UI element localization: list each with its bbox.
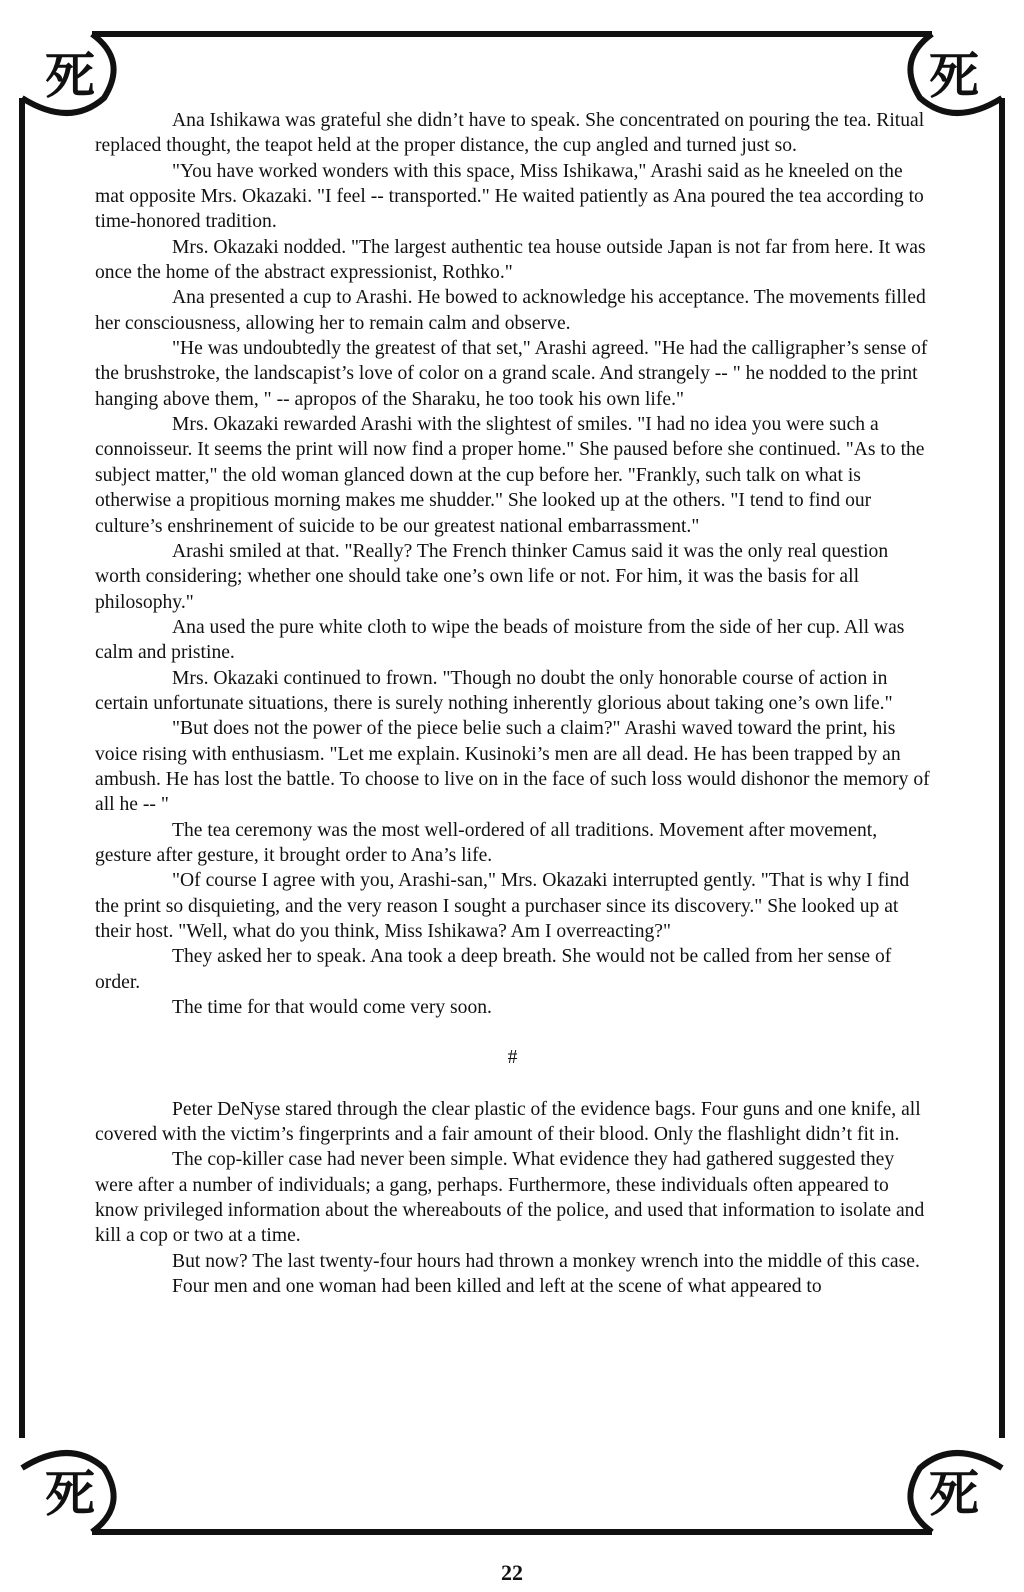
corner-glyph-bottom-right: 死	[929, 1464, 979, 1523]
paragraph: The time for that would come very soon.	[172, 997, 492, 1019]
paragraph: Four men and one woman had been killed and left at the scene of what appeared to	[172, 1276, 822, 1298]
corner-glyph-bottom-left: 死	[45, 1464, 95, 1523]
corner-glyph-top-left: 死	[45, 46, 95, 105]
body-text	[95, 108, 930, 1299]
paragraph: "He was undoubtedly the greatest of that set," Arashi agreed. "He had the calligrapher’s sense of the brushstroke, the landscapist’s love of color on a grand scale. And strangely -- " he nodded to the print hanging above them, " -- apropos of the Sharaku, he too took his own life."	[95, 338, 928, 410]
paragraph: Mrs. Okazaki continued to frown. "Though no doubt the only honorable course of action in certain unfortunate situations, there is surely nothing inherently glorious about taking one’s own life."	[95, 667, 893, 714]
paragraph: "But does not the power of the piece belie such a claim?" Arashi waved toward the print, his voice rising with enthusiasm. "Let me explain. Kusinoki’s men are all dead. He has been trapped by an ambush. He has lost the battle. To choose to live on in the face of such loss would dishonor the memory of all he -- "	[95, 718, 930, 816]
paragraph: Mrs. Okazaki rewarded Arashi with the slightest of smiles. "I had no idea you were such a connoisseur. It seems the print will now find a proper home." She paused before she continued. "As to the subject matter," the old woman glanced down at the cup before her. "Frankly, such talk on what is otherwise a propitious morning makes me shudder." She looked up at the others. "I tend to find our culture’s enshrinement of suicide to be our greatest national embarrassment."	[95, 414, 925, 537]
paragraph: Mrs. Okazaki nodded. "The largest authentic tea house outside Japan is not far from here. It was once the home of the abstract expressionist, Rothko."	[95, 236, 926, 284]
paragraph: They asked her to speak. Ana took a deep breath. She would not be called from her sense of order.	[95, 946, 892, 993]
paragraph: "You have worked wonders with this space, Miss Ishikawa," Arashi said as he kneeled on the mat opposite Mrs. Okazaki. "I feel -- transported." He waited patiently as Ana poured the tea according to time-honored tradition.	[95, 160, 924, 233]
corner-glyph-top-right: 死	[929, 46, 979, 105]
paragraph: The tea ceremony was the most well-ordered of all traditions. Movement after movement, gesture after gesture, it brought order to Ana’s life.	[95, 819, 878, 866]
paragraph: Ana used the pure white cloth to wipe the beads of moisture from the side of her cup. All was calm and pristine.	[95, 616, 905, 664]
section-separator: #	[507, 1047, 518, 1069]
paragraph: Ana Ishikawa was grateful she didn’t have to speak. She concentrated on pouring the tea. Ritual replaced thought, the teapot held at the proper distance, the cup angled and turned just so.	[95, 110, 925, 157]
paragraph: Arashi smiled at that. "Really? The French thinker Camus said it was the only real question worth considering; whether one should take one’s own life or not. For him, it was the basis for all philosophy."	[95, 540, 889, 613]
paragraph: But now? The last twenty-four hours had thrown a monkey wrench into the middle of this case.	[172, 1250, 920, 1272]
paragraph: "Of course I agree with you, Arashi-san," Mrs. Okazaki interrupted gently. "That is why I find the print so disquieting, and the very reason I sought a purchaser since its discovery." She looked up at their host. "Well, what do you think, Miss Ishikawa? Am I overreacting?"	[95, 870, 910, 942]
paragraph: Ana presented a cup to Arashi. He bowed to acknowledge his acceptance. The movements filled her consciousness, allowing her to remain calm and observe.	[95, 287, 926, 334]
paragraph: The cop-killer case had never been simple. What evidence they had gathered suggested they were after a number of individuals; a gang, perhaps. Furthermore, these individuals often appeared to know privileged information about the whereabouts of the police, and used that information to isolate and kill a cop or two at a time.	[95, 1149, 925, 1247]
paragraph: Peter DeNyse stared through the clear plastic of the evidence bags. Four guns and one knife, all covered with the victim’s fingerprints and a fair amount of their blood. Only the flashlight didn’t fit in.	[95, 1098, 921, 1146]
page-number: 22	[501, 1560, 523, 1585]
